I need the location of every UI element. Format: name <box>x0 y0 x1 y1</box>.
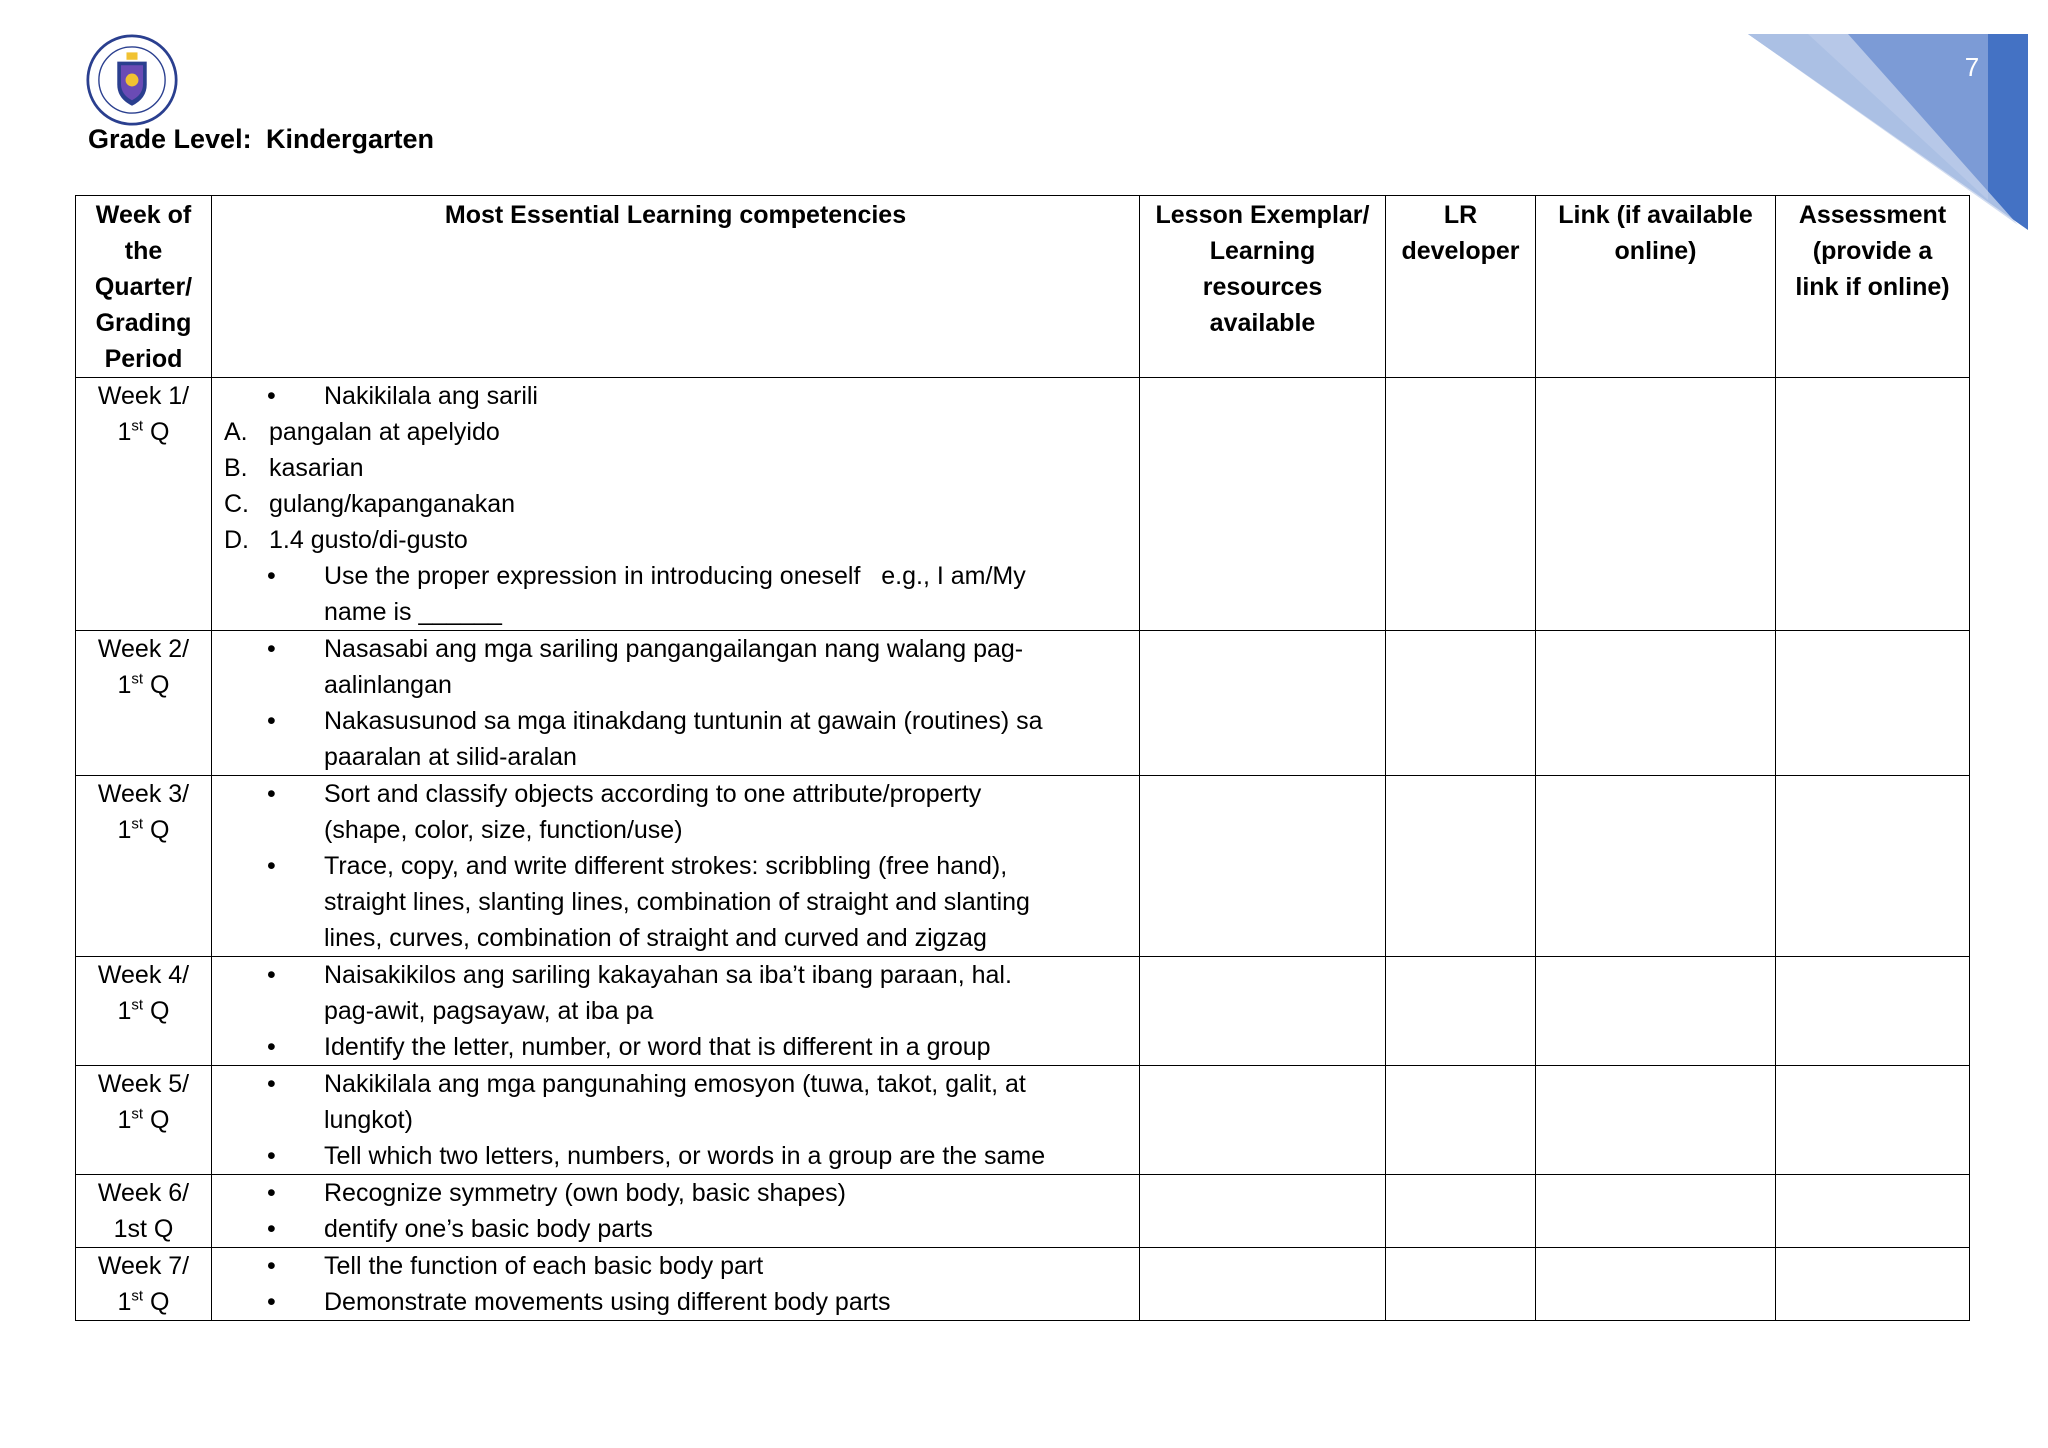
letter-marker: C. <box>224 490 249 518</box>
competency-text <box>324 558 1139 630</box>
quarter-label <box>76 667 211 703</box>
grade-level <box>88 124 434 155</box>
competency-line: lungkot) <box>324 1106 413 1134</box>
letter-marker: D. <box>224 526 249 554</box>
lesson-exemplar-cell <box>1140 378 1386 631</box>
bullet-marker: • <box>267 707 276 735</box>
header-text: Quarter/ <box>94 273 193 301</box>
header-lr-developer <box>1386 196 1536 378</box>
assessment-cell <box>1776 631 1970 776</box>
bullet-marker: • <box>267 562 276 590</box>
quarter-number: 1 <box>117 671 132 699</box>
list-item <box>224 414 1139 450</box>
list-item <box>224 378 1139 414</box>
grade-level-value: Kindergarten <box>266 124 435 154</box>
lesson-exemplar-cell <box>1140 1175 1386 1248</box>
competency-line: Nakikilala ang sarili <box>324 382 538 410</box>
list-item <box>224 486 1139 522</box>
page-number: 7 <box>1964 52 1980 82</box>
quarter-suffix: Q <box>143 1288 170 1316</box>
bullet-marker: • <box>267 1215 276 1243</box>
lesson-exemplar-cell <box>1140 631 1386 776</box>
week-label: Week 6/ <box>97 1179 190 1207</box>
competency-text <box>269 522 1139 558</box>
list-item <box>224 558 1139 630</box>
week-cell <box>76 1248 212 1321</box>
list-item <box>224 848 1139 956</box>
bullet-marker: • <box>267 780 276 808</box>
quarter-suffix: Q <box>143 1106 170 1134</box>
bullet-marker: • <box>267 852 276 880</box>
competency-line: Identify the letter, number, or word that is different in a group <box>324 1033 991 1061</box>
competency-text <box>269 486 1139 522</box>
bullet-marker: • <box>267 1142 276 1170</box>
list-item <box>224 776 1139 848</box>
quarter-ordinal: st <box>131 1287 144 1305</box>
quarter-label <box>76 1284 211 1320</box>
assessment-cell <box>1776 1248 1970 1321</box>
bullet-marker: • <box>267 1252 276 1280</box>
list-item <box>224 1138 1139 1174</box>
competency-text <box>324 776 1139 848</box>
competency-text <box>324 957 1139 1029</box>
competency-line: pangalan at apelyido <box>269 418 500 446</box>
quarter-label <box>76 812 211 848</box>
competency-line: name is ______ <box>324 598 502 626</box>
quarter-ordinal: st <box>131 996 144 1014</box>
lr-developer-cell <box>1386 776 1536 957</box>
quarter-label <box>76 993 211 1029</box>
week-cell <box>76 1066 212 1175</box>
list-item <box>224 1175 1139 1211</box>
competency-line: kasarian <box>269 454 364 482</box>
competency-line: Nakasusunod sa mga itinakdang tuntunin at gawain (routines) sa <box>324 707 1043 735</box>
lr-developer-cell <box>1386 1248 1536 1321</box>
table-row <box>76 378 1970 631</box>
melc-table <box>75 195 1970 1321</box>
header-text: link if online) <box>1795 273 1950 301</box>
lr-developer-cell <box>1386 957 1536 1066</box>
header-text: available <box>1209 309 1316 337</box>
list-item <box>224 957 1139 1029</box>
competency-text <box>324 1029 1139 1065</box>
week-label: Week 1/ <box>97 382 190 410</box>
table-row <box>76 776 1970 957</box>
competencies-cell <box>212 957 1140 1066</box>
quarter-number: 1 <box>117 997 132 1025</box>
link-cell <box>1536 1175 1776 1248</box>
table-header-row <box>76 196 1970 378</box>
competency-line: Sort and classify objects according to one attribute/property <box>324 780 982 808</box>
competency-text <box>324 1066 1139 1138</box>
week-cell <box>76 776 212 957</box>
quarter-label <box>76 1211 211 1247</box>
week-label: Week 5/ <box>97 1070 190 1098</box>
competency-text <box>324 703 1139 775</box>
competency-line: Demonstrate movements using different body parts <box>324 1288 891 1316</box>
letter-marker: B. <box>224 454 248 482</box>
competency-line: Tell which two letters, numbers, or words in a group are the same <box>324 1142 1046 1170</box>
competency-line: lines, curves, combination of straight and curved and zigzag <box>324 924 987 952</box>
competencies-cell <box>212 1066 1140 1175</box>
competency-text <box>324 1284 1139 1320</box>
lesson-exemplar-cell <box>1140 776 1386 957</box>
competency-text <box>269 414 1139 450</box>
assessment-cell <box>1776 776 1970 957</box>
competency-line: pag-awit, pagsayaw, at iba pa <box>324 997 654 1025</box>
week-label: Week 4/ <box>97 961 190 989</box>
lr-developer-cell <box>1386 1066 1536 1175</box>
header-text: Week of <box>95 201 192 229</box>
list-item <box>224 522 1139 558</box>
bullet-marker: • <box>267 1033 276 1061</box>
bullet-marker: • <box>267 1288 276 1316</box>
header-text: Assessment <box>1798 201 1947 229</box>
link-cell <box>1536 631 1776 776</box>
header-text: the <box>124 237 163 265</box>
quarter-ordinal: st <box>131 815 144 833</box>
competency-text <box>324 378 1139 414</box>
header-link <box>1536 196 1776 378</box>
assessment-cell <box>1776 1175 1970 1248</box>
header-text: Lesson Exemplar/ <box>1155 201 1370 229</box>
header-text: (provide a <box>1812 237 1933 265</box>
quarter-number: 1 <box>117 418 132 446</box>
competency-text <box>324 631 1139 703</box>
quarter-suffix: Q <box>143 671 170 699</box>
quarter-ordinal: st <box>131 417 144 435</box>
competency-line: paaralan at silid-aralan <box>324 743 577 771</box>
list-item <box>224 1029 1139 1065</box>
competency-text <box>324 1138 1139 1174</box>
quarter-label <box>76 1102 211 1138</box>
link-cell <box>1536 1066 1776 1175</box>
header-text: LR <box>1443 201 1478 229</box>
competency-text <box>324 848 1139 956</box>
lesson-exemplar-cell <box>1140 957 1386 1066</box>
list-item <box>224 631 1139 703</box>
competency-line: Use the proper expression in introducing oneself e.g., I am/My <box>324 562 1026 590</box>
competency-line: Trace, copy, and write different strokes: scribbling (free hand), <box>324 852 1008 880</box>
link-cell <box>1536 1248 1776 1321</box>
competency-line: straight lines, slanting lines, combination of straight and slanting <box>324 888 1030 916</box>
competency-line: dentify one’s basic body parts <box>324 1215 653 1243</box>
list-item <box>224 703 1139 775</box>
letter-marker: A. <box>224 418 248 446</box>
deped-seal-icon <box>86 34 178 126</box>
header-text: resources <box>1202 273 1323 301</box>
competencies-cell <box>212 776 1140 957</box>
competencies-cell <box>212 378 1140 631</box>
grade-level-label: Grade Level: <box>88 124 252 154</box>
header-text: Learning <box>1209 237 1316 265</box>
competency-line: (shape, color, size, function/use) <box>324 816 683 844</box>
table-row <box>76 957 1970 1066</box>
competencies-cell <box>212 1175 1140 1248</box>
link-cell <box>1536 957 1776 1066</box>
bullet-marker: • <box>267 635 276 663</box>
header-text: Period <box>104 345 183 373</box>
competency-line: Naisakikilos ang sariling kakayahan sa iba’t ibang paraan, hal. <box>324 961 1012 989</box>
list-item <box>224 1066 1139 1138</box>
table-row <box>76 1175 1970 1248</box>
quarter-ordinal: st <box>131 1105 144 1123</box>
header-text: Link (if available <box>1558 201 1753 229</box>
header-text: Grading <box>95 309 192 337</box>
quarter-label <box>76 414 211 450</box>
competency-line: Recognize symmetry (own body, basic shapes) <box>324 1179 846 1207</box>
lesson-exemplar-cell <box>1140 1066 1386 1175</box>
bullet-marker: • <box>267 961 276 989</box>
quarter-suffix: Q <box>143 418 170 446</box>
competency-line: Nasasabi ang mga sariling pangangailangan nang walang pag- <box>324 635 1024 663</box>
assessment-cell <box>1776 378 1970 631</box>
competency-line: gulang/kapanganakan <box>269 490 516 518</box>
quarter-number: 1st Q <box>113 1215 174 1243</box>
competencies-cell <box>212 1248 1140 1321</box>
lr-developer-cell <box>1386 1175 1536 1248</box>
header-assessment <box>1776 196 1970 378</box>
link-cell <box>1536 378 1776 631</box>
competency-text <box>324 1175 1139 1211</box>
week-label: Week 7/ <box>97 1252 190 1280</box>
list-item <box>224 1211 1139 1247</box>
week-cell <box>76 957 212 1066</box>
lr-developer-cell <box>1386 631 1536 776</box>
competency-text <box>324 1211 1139 1247</box>
lesson-exemplar-cell <box>1140 1248 1386 1321</box>
competency-text <box>269 450 1139 486</box>
quarter-ordinal: st <box>131 670 144 688</box>
week-cell <box>76 631 212 776</box>
lr-developer-cell <box>1386 378 1536 631</box>
list-item <box>224 1284 1139 1320</box>
table-row <box>76 631 1970 776</box>
bullet-marker: • <box>267 382 276 410</box>
competency-line: 1.4 gusto/di-gusto <box>269 526 468 554</box>
list-item <box>224 450 1139 486</box>
header-text: developer <box>1401 237 1520 265</box>
header-week <box>76 196 212 378</box>
header-text: online) <box>1614 237 1697 265</box>
header-competencies <box>212 196 1140 378</box>
competency-line: aalinlangan <box>324 671 452 699</box>
quarter-suffix: Q <box>143 997 170 1025</box>
header-lesson-exemplar <box>1140 196 1386 378</box>
quarter-number: 1 <box>117 816 132 844</box>
competency-line: Tell the function of each basic body part <box>324 1252 764 1280</box>
bullet-marker: • <box>267 1070 276 1098</box>
assessment-cell <box>1776 1066 1970 1175</box>
table-row <box>76 1248 1970 1321</box>
header-text: Most Essential Learning competencies <box>444 201 907 229</box>
list-item <box>224 1248 1139 1284</box>
quarter-suffix: Q <box>143 816 170 844</box>
quarter-number: 1 <box>117 1288 132 1316</box>
table-row <box>76 1066 1970 1175</box>
week-label: Week 3/ <box>97 780 190 808</box>
assessment-cell <box>1776 957 1970 1066</box>
quarter-number: 1 <box>117 1106 132 1134</box>
link-cell <box>1536 776 1776 957</box>
week-label: Week 2/ <box>97 635 190 663</box>
competency-line: Nakikilala ang mga pangunahing emosyon (tuwa, takot, galit, at <box>324 1070 1026 1098</box>
week-cell <box>76 1175 212 1248</box>
competency-text <box>324 1248 1139 1284</box>
competencies-cell <box>212 631 1140 776</box>
bullet-marker: • <box>267 1179 276 1207</box>
week-cell <box>76 378 212 631</box>
